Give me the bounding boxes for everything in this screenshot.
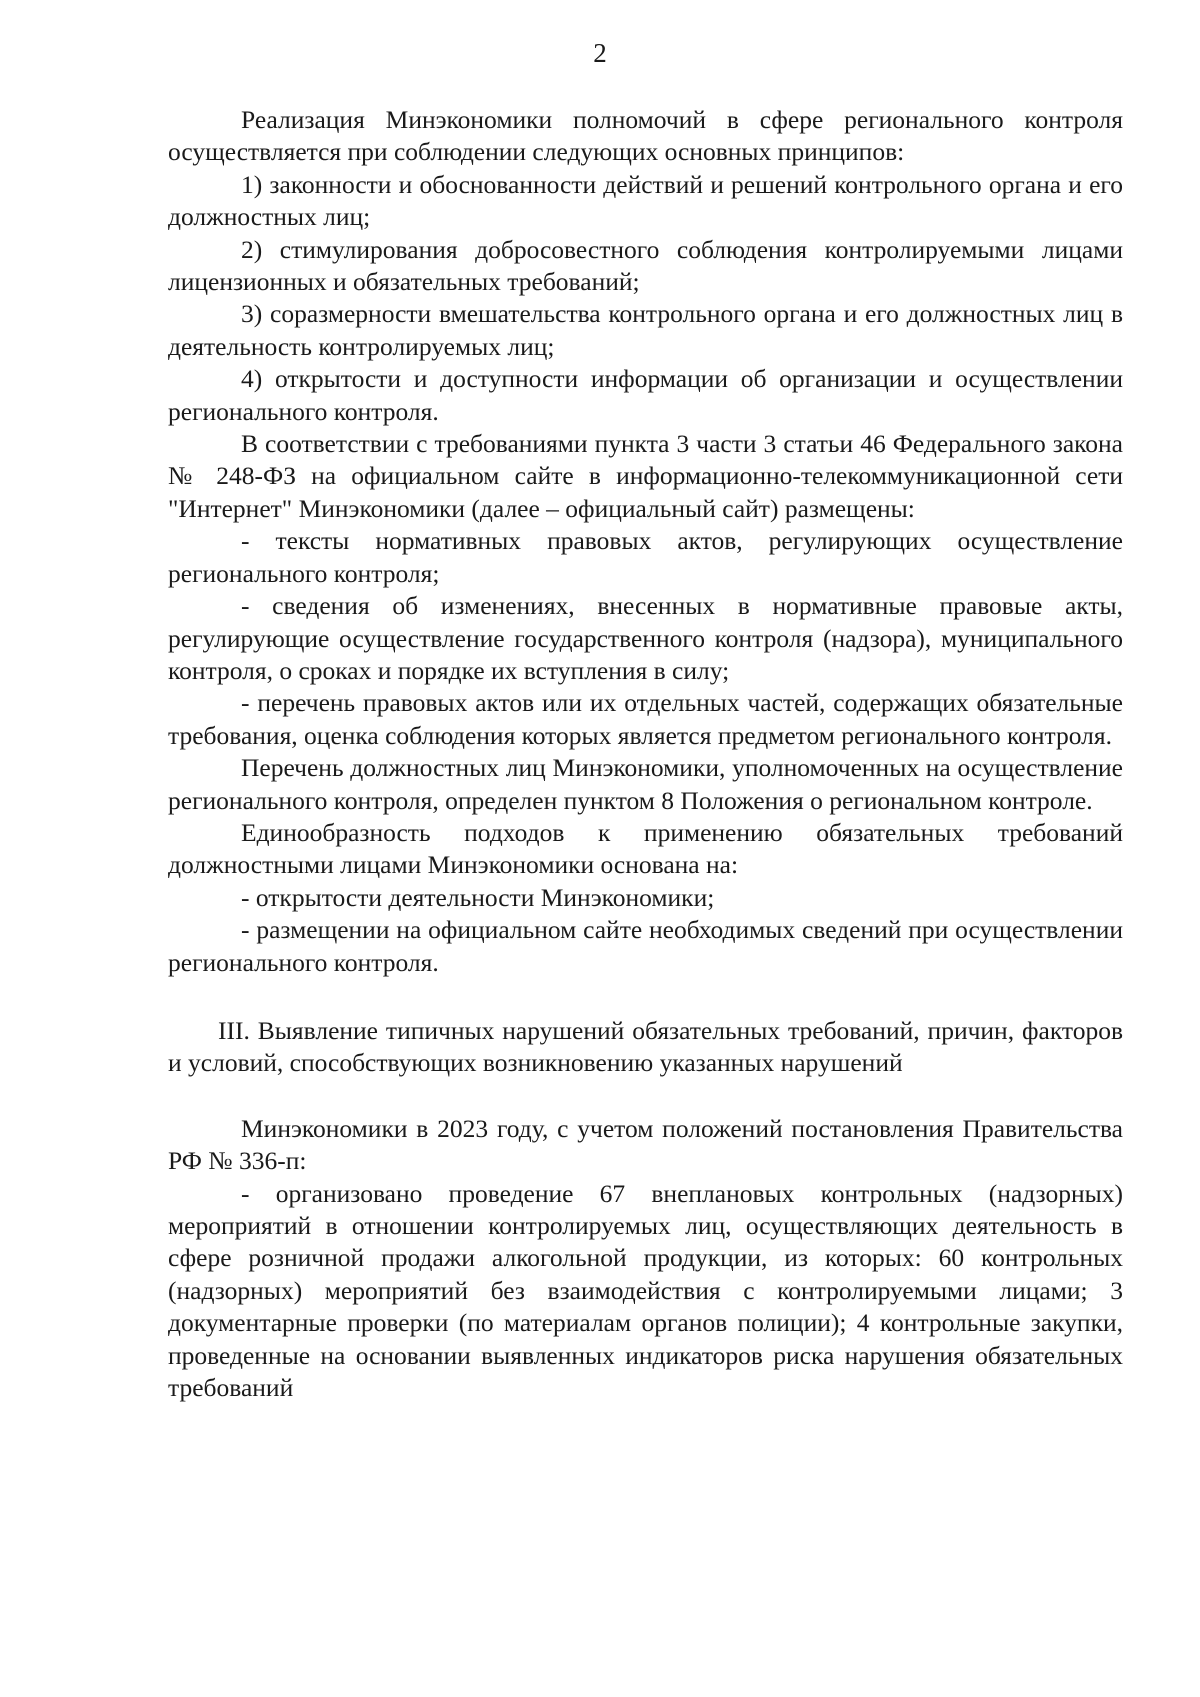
paragraph-principle-4: 4) открытости и доступности информации об организации и осуществлении регионального контроля. [168, 364, 1123, 426]
section-heading-iii: III. Выявление типичных нарушений обязательных требований, причин, факторов и условий, способствующих возникновению указанных нарушений [168, 1015, 1123, 1078]
paragraph-section-item-1: - организовано проведение 67 внеплановых контрольных (надзорных) мероприятий в отношении контролируемых лиц, осуществляющих деятельность в сфере розничной продажи алкогольной продукции, из которых: 60 контрольных (надзорных) мероприятий без взаимодействия с контролируемыми лицами; 3 документарные проверки (по материалам органов полиции); 4 контрольные закупки, проведенные на основании выявленных индикаторов риска нарушения обязательных требований [168, 1178, 1123, 1403]
paragraph-website-item-2: - сведения об изменениях, внесенных в нормативные правовые акты, регулирующие осуществление государственного контроля (надзора), муниципального контроля, о сроках и порядке их вступления в силу; [168, 591, 1123, 685]
document-body [168, 104, 1123, 1404]
paragraph-website-intro: В соответствии с требованиями пункта 3 части 3 статьи 46 Федерального закона № 248-ФЗ на официальном сайте в информационно-телекоммуникационной сети "Интернет" Минэкономики (далее – официальный сайт) размещены: [168, 429, 1123, 523]
paragraph-officials-list: Перечень должностных лиц Минэкономики, уполномоченных на осуществление регионального контроля, определен пунктом 8 Положения о региональном контроле. [168, 753, 1123, 815]
paragraph-uniformity-item-1: - открытости деятельности Минэкономики; [241, 882, 715, 912]
paragraph-section-intro: Минэкономики в 2023 году, с учетом положений постановления Правительства РФ № 336-п: [168, 1113, 1123, 1176]
paragraph-uniformity-item-2: - размещении на официальном сайте необходимых сведений при осуществлении регионального контроля. [168, 915, 1123, 977]
paragraph-principle-3: 3) соразмерности вмешательства контрольного органа и его должностных лиц в деятельность контролируемых лиц; [168, 299, 1123, 361]
page-number: 2 [593, 38, 607, 68]
paragraph-principle-2: 2) стимулирования добросовестного соблюдения контролируемыми лицами лицензионных и обязательных требований; [168, 234, 1123, 297]
paragraph-website-item-1: - тексты нормативных правовых актов, регулирующих осуществление регионального контроля; [168, 526, 1123, 588]
paragraph-principles-intro: Реализация Минэкономики полномочий в сфере регионального контроля осуществляется при соблюдении следующих основных принципов: [168, 105, 1123, 167]
paragraph-uniformity-intro: Единообразность подходов к применению обязательных требований должностными лицами Минэкономики основана на: [168, 817, 1123, 880]
paragraph-principle-1: 1) законности и обоснованности действий и решений контрольного органа и его должностных лиц; [168, 169, 1123, 232]
paragraph-website-item-3: - перечень правовых актов или их отдельных частей, содержащих обязательные требования, оценка соблюдения которых является предметом регионального контроля. [168, 688, 1123, 750]
